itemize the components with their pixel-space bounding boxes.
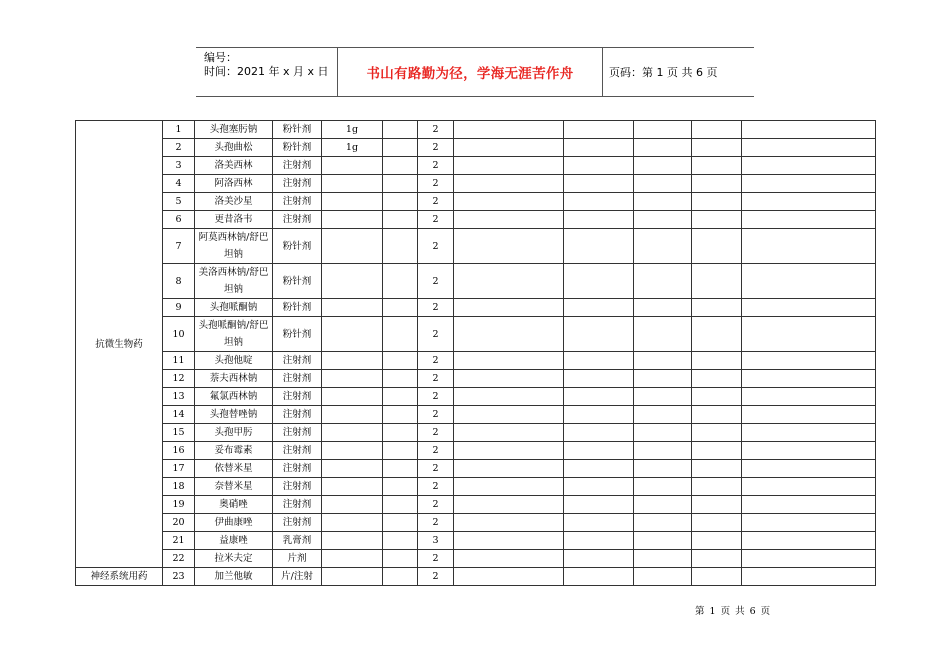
drug-name: 妥布霉素 [195,442,273,460]
drug-name: 头孢他啶 [195,352,273,370]
empty-cell [383,352,418,370]
specification [322,460,383,478]
specification [322,514,383,532]
specification [322,568,383,586]
specification [322,157,383,175]
empty-cell [634,121,692,139]
drug-name: 头孢甲肟 [195,424,273,442]
empty-cell [634,193,692,211]
dosage-form: 粉针剂 [273,229,322,264]
empty-cell [383,317,418,352]
dosage-form: 注射剂 [273,424,322,442]
empty-cell [742,550,876,568]
empty-cell [692,264,742,299]
table-row [76,211,876,229]
empty-cell [564,406,634,424]
dosage-form: 注射剂 [273,478,322,496]
empty-cell [692,424,742,442]
empty-cell [564,550,634,568]
row-number: 6 [163,211,195,229]
category-cell: 神经系统用药 [76,568,163,586]
quantity: 2 [418,550,454,568]
table-row [76,229,876,264]
specification [322,175,383,193]
empty-cell [634,157,692,175]
row-number: 17 [163,460,195,478]
empty-cell [454,370,564,388]
empty-cell [634,550,692,568]
empty-cell [692,460,742,478]
empty-cell [454,478,564,496]
empty-cell [634,317,692,352]
dosage-form: 粉针剂 [273,317,322,352]
row-number: 15 [163,424,195,442]
row-number: 1 [163,121,195,139]
empty-cell [454,139,564,157]
table-row [76,299,876,317]
empty-cell [692,568,742,586]
row-number: 19 [163,496,195,514]
specification [322,406,383,424]
empty-cell [742,299,876,317]
empty-cell [634,496,692,514]
specification [322,352,383,370]
motto: 书山有路勤为径，学海无涯苦作舟 [338,48,603,96]
empty-cell [383,388,418,406]
empty-cell [742,442,876,460]
table-row [76,139,876,157]
quantity: 2 [418,370,454,388]
specification [322,193,383,211]
drug-name: 头孢替唑钠 [195,406,273,424]
table-row [76,550,876,568]
empty-cell [564,229,634,264]
quantity: 2 [418,352,454,370]
dosage-form: 注射剂 [273,442,322,460]
specification [322,370,383,388]
drug-name: 阿洛西林 [195,175,273,193]
drug-name: 头孢塞肟钠 [195,121,273,139]
dosage-form: 乳膏剂 [273,532,322,550]
empty-cell [742,370,876,388]
empty-cell [454,388,564,406]
empty-cell [454,406,564,424]
dosage-form: 片剂 [273,550,322,568]
empty-cell [634,370,692,388]
dosage-form: 注射剂 [273,514,322,532]
table-row [76,317,876,352]
row-number: 9 [163,299,195,317]
specification [322,424,383,442]
quantity: 2 [418,460,454,478]
empty-cell [634,478,692,496]
specification [322,211,383,229]
empty-cell [383,299,418,317]
empty-cell [383,496,418,514]
quantity: 2 [418,514,454,532]
empty-cell [454,264,564,299]
drug-name: 加兰他敏 [195,568,273,586]
quantity: 2 [418,496,454,514]
dosage-form: 粉针剂 [273,264,322,299]
empty-cell [692,478,742,496]
empty-cell [564,264,634,299]
specification [322,550,383,568]
quantity: 2 [418,317,454,352]
row-number: 5 [163,193,195,211]
empty-cell [634,442,692,460]
specification [322,478,383,496]
empty-cell [742,514,876,532]
empty-cell [454,550,564,568]
empty-cell [454,121,564,139]
empty-cell [564,478,634,496]
row-number: 3 [163,157,195,175]
empty-cell [454,532,564,550]
empty-cell [692,406,742,424]
row-number: 22 [163,550,195,568]
empty-cell [692,352,742,370]
empty-cell [454,424,564,442]
row-number: 14 [163,406,195,424]
table-row [76,424,876,442]
quantity: 2 [418,299,454,317]
empty-cell [383,229,418,264]
table-row [76,121,876,139]
dosage-form: 注射剂 [273,406,322,424]
empty-cell [383,424,418,442]
empty-cell [742,139,876,157]
row-number: 16 [163,442,195,460]
row-number: 12 [163,370,195,388]
empty-cell [634,460,692,478]
empty-cell [634,352,692,370]
table-row [76,442,876,460]
empty-cell [564,175,634,193]
empty-cell [383,121,418,139]
row-number: 23 [163,568,195,586]
quantity: 2 [418,229,454,264]
dosage-form: 注射剂 [273,352,322,370]
empty-cell [742,478,876,496]
drug-name: 更昔洛韦 [195,211,273,229]
drug-name: 益康唑 [195,532,273,550]
table-row [76,568,876,586]
empty-cell [383,264,418,299]
quantity: 2 [418,406,454,424]
specification [322,229,383,264]
quantity: 2 [418,193,454,211]
drug-name: 洛美沙星 [195,193,273,211]
empty-cell [742,424,876,442]
empty-cell [692,299,742,317]
dosage-form: 片/注射 [273,568,322,586]
empty-cell [454,175,564,193]
empty-cell [742,175,876,193]
empty-cell [564,193,634,211]
dosage-form: 粉针剂 [273,121,322,139]
quantity: 2 [418,211,454,229]
header-meta [196,48,338,96]
empty-cell [383,193,418,211]
dosage-form: 注射剂 [273,388,322,406]
drug-name: 拉米夫定 [195,550,273,568]
empty-cell [742,496,876,514]
table-row [76,175,876,193]
empty-cell [634,388,692,406]
drug-name: 洛美西林 [195,157,273,175]
drug-name: 美洛西林钠/舒巴坦钠 [195,264,273,299]
table-row [76,157,876,175]
empty-cell [454,460,564,478]
empty-cell [692,514,742,532]
dosage-form: 注射剂 [273,496,322,514]
empty-cell [564,370,634,388]
drug-name: 氟氯西林钠 [195,388,273,406]
dosage-form: 注射剂 [273,175,322,193]
drug-name: 萘夫西林钠 [195,370,273,388]
empty-cell [383,406,418,424]
quantity: 2 [418,478,454,496]
drug-name: 依替米星 [195,460,273,478]
empty-cell [634,568,692,586]
table-row [76,352,876,370]
specification [322,299,383,317]
empty-cell [742,121,876,139]
empty-cell [454,568,564,586]
specification [322,264,383,299]
table-row [76,370,876,388]
category-cell: 抗微生物药 [76,121,163,568]
row-number: 21 [163,532,195,550]
empty-cell [383,175,418,193]
drug-name: 伊曲康唑 [195,514,273,532]
page-indicator: 页码：第 1 页 共 6 页 [609,66,718,79]
empty-cell [383,532,418,550]
empty-cell [692,139,742,157]
empty-cell [564,514,634,532]
empty-cell [692,157,742,175]
drug-name: 奈替米星 [195,478,273,496]
specification [322,496,383,514]
table-row [76,388,876,406]
quantity: 2 [418,424,454,442]
empty-cell [383,478,418,496]
empty-cell [742,460,876,478]
table-row [76,478,876,496]
empty-cell [742,157,876,175]
empty-cell [454,193,564,211]
empty-cell [564,442,634,460]
empty-cell [692,121,742,139]
empty-cell [454,352,564,370]
empty-cell [634,229,692,264]
dosage-form: 粉针剂 [273,139,322,157]
empty-cell [742,229,876,264]
empty-cell [634,139,692,157]
specification [322,532,383,550]
quantity: 2 [418,139,454,157]
empty-cell [634,175,692,193]
empty-cell [742,264,876,299]
row-number: 7 [163,229,195,264]
drug-table [75,120,876,586]
dosage-form: 注射剂 [273,460,322,478]
empty-cell [454,211,564,229]
row-number: 10 [163,317,195,352]
specification: 1g [322,121,383,139]
empty-cell [454,442,564,460]
drug-name: 头孢哌酮钠 [195,299,273,317]
dosage-form: 注射剂 [273,370,322,388]
empty-cell [634,264,692,299]
empty-cell [564,299,634,317]
empty-cell [692,317,742,352]
empty-cell [564,460,634,478]
empty-cell [564,139,634,157]
quantity: 3 [418,532,454,550]
row-number: 2 [163,139,195,157]
dosage-form: 注射剂 [273,157,322,175]
table-row [76,193,876,211]
empty-cell [454,496,564,514]
empty-cell [634,211,692,229]
empty-cell [742,193,876,211]
empty-cell [383,514,418,532]
drug-table-body [76,121,876,586]
table-row [76,532,876,550]
table-row [76,406,876,424]
quantity: 2 [418,157,454,175]
quantity: 2 [418,442,454,460]
empty-cell [742,388,876,406]
table-row [76,514,876,532]
page-footer: 第 1 页 共 6 页 [695,606,772,617]
empty-cell [564,388,634,406]
dosage-form: 粉针剂 [273,299,322,317]
empty-cell [383,139,418,157]
empty-cell [564,532,634,550]
empty-cell [564,157,634,175]
empty-cell [634,532,692,550]
row-number: 8 [163,264,195,299]
empty-cell [564,317,634,352]
drug-name: 头孢曲松 [195,139,273,157]
empty-cell [692,532,742,550]
empty-cell [692,388,742,406]
quantity: 2 [418,568,454,586]
specification [322,442,383,460]
empty-cell [692,229,742,264]
empty-cell [564,424,634,442]
quantity: 2 [418,175,454,193]
empty-cell [454,157,564,175]
empty-cell [692,550,742,568]
empty-cell [742,211,876,229]
empty-cell [383,442,418,460]
empty-cell [383,460,418,478]
empty-cell [634,406,692,424]
number-label: 编号： [204,51,237,64]
empty-cell [742,352,876,370]
empty-cell [634,299,692,317]
empty-cell [564,121,634,139]
drug-name: 奥硝唑 [195,496,273,514]
empty-cell [454,299,564,317]
empty-cell [742,532,876,550]
empty-cell [634,424,692,442]
empty-cell [383,157,418,175]
row-number: 4 [163,175,195,193]
quantity: 2 [418,388,454,406]
row-number: 20 [163,514,195,532]
empty-cell [454,317,564,352]
empty-cell [692,211,742,229]
table-row [76,496,876,514]
empty-cell [692,175,742,193]
document-header [196,47,754,97]
specification [322,317,383,352]
empty-cell [692,193,742,211]
row-number: 18 [163,478,195,496]
empty-cell [634,514,692,532]
empty-cell [383,211,418,229]
time-label: 时间：2021 年 x 月 x 日 [204,65,329,78]
empty-cell [383,370,418,388]
specification [322,388,383,406]
empty-cell [454,229,564,264]
specification: 1g [322,139,383,157]
empty-cell [454,514,564,532]
dosage-form: 注射剂 [273,193,322,211]
empty-cell [692,370,742,388]
empty-cell [564,496,634,514]
empty-cell [564,568,634,586]
empty-cell [383,550,418,568]
dosage-form: 注射剂 [273,211,322,229]
empty-cell [692,496,742,514]
empty-cell [564,211,634,229]
empty-cell [742,568,876,586]
empty-cell [742,317,876,352]
empty-cell [564,352,634,370]
quantity: 2 [418,121,454,139]
quantity: 2 [418,264,454,299]
table-row [76,264,876,299]
row-number: 13 [163,388,195,406]
empty-cell [383,568,418,586]
drug-name: 头孢哌酮钠/舒巴坦钠 [195,317,273,352]
drug-name: 阿莫西林钠/舒巴坦钠 [195,229,273,264]
table-row [76,460,876,478]
empty-cell [692,442,742,460]
row-number: 11 [163,352,195,370]
empty-cell [742,406,876,424]
